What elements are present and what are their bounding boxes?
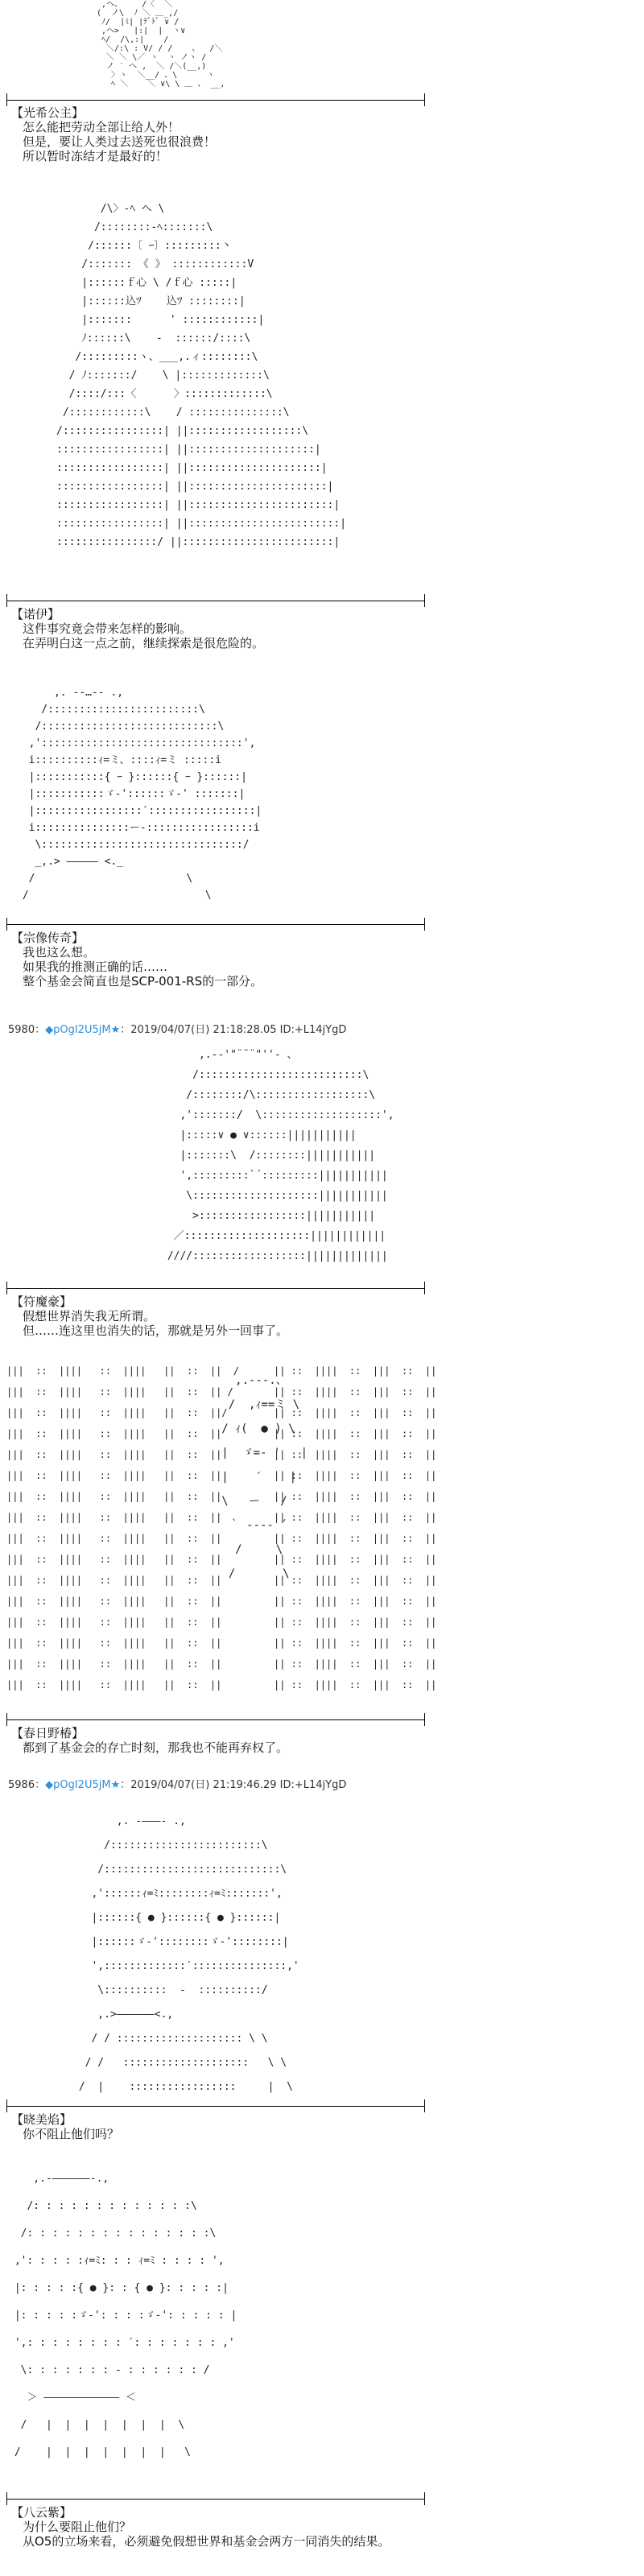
post-header: 5980：◆pOgI2U5jM★：2019/04/07(日) 21:18:28.05 ID:+L14jYgD — [8, 1024, 347, 1036]
ascii-art-character: ,. -―――- ., /::::::::::::::::::::::::\ /::::::::::::::::::::::::::::\ ,'::::::ｨ=ﾐ::::::::ｨ=ﾐ:::::::', |::::::{ ● }::::::{ ● }::::::| |::::::ゞ-'::::::::ゞ-'::::::::| ',:::::::::::::′:::::::::::::::,' \:::::::::: ‐ ::::::::::/ ,.>――――――<., / / :::::::::::::::::::: \ \ / / :::::::::::::::::::: \ \ / | ::::::::::::::::: | \ — [78, 1815, 299, 2093]
speaker-name: 【宗像传奇】 — [11, 931, 85, 945]
dialogue-line: 你不阻止他们吗？ — [23, 2127, 120, 2141]
speech-block — [11, 2112, 446, 2141]
speaker-name: 【诺伊】 — [11, 607, 60, 621]
speech-block — [11, 607, 446, 650]
dialogue-line: 从O5的立场来看，必须避免假想世界和基金会两方一同消失的结果。 — [23, 2534, 390, 2549]
star-icon: ★ — [110, 1024, 121, 1036]
ascii-art-character: ,.-‐'"¨¨¨"''‐ 、 /::::::::::::::::::::::::::\ /::::::::/\::::::::::::::::::\ ,':::::::/ \:::::::::::::::::::', |:::::∨ ● ∨::::::||||||||||| |:::::::\ /::::::::||||||||||| ',:::::::::`´:::::::::||||||||||| \::::::::::::::::::::||||||||||| >:::::::::::::::::||||||||||| ／::::::::::::::::::::|||||||||||| ////::::::::::::::::::||||||||||||| — [167, 1049, 394, 1262]
dialogue-line: 假想世界消失我无所谓。 — [23, 1309, 156, 1323]
speech-block — [11, 1726, 446, 1755]
ascii-art-character: ,.-――――――-., /: : : : : : : : : : : : :\ /: : : : : : : : : : : : : : :\ ,': : : : :ｨ=ﾐ: : : ｨ=ﾐ : : : : ', |: : : : :{ ● }: : { ● }: : : : :| |: : : : :ゞ-': : : :ゞ-': : : : : | ',: : : : : : : : ′: : : : : : : ,' \: : : : : : : ‐ : : : : : : / ＞ ―――――――――――― ＜ / | | | | | | | \ / | | | | | | | \ — [14, 2173, 237, 2458]
speaker-name: 【晓美焰】 — [11, 2112, 72, 2127]
ascii-art-character: ,. -‐…‐- ., /::::::::::::::::::::::::\ /::::::::::::::::::::::::::::\ ,'::::::::::::::::::::::::::::::::', i::::::::::ｨ=ミ、::::ｨ=ミ :::::i |:::::::::::{ ｰ }::::::{ ｰ }::::::| |:::::::::::ゞ-'::::::ゞ-' :::::::| |:::::::::::::::::′:::::::::::::::::| i:::::::::::::::ー-:::::::::::::::::i \::::::::::::::::::::::::::::::::/ _,.> ――――― <._ / \ / \ — [22, 687, 262, 902]
speaker-name: 【符魔豪】 — [11, 1294, 72, 1309]
dialogue-line: 在弄明白这一点之前，继续探索是很危险的。 — [23, 636, 265, 650]
trip-marker-icon: ◆ — [45, 1779, 54, 1791]
trip-marker-icon: ◆ — [45, 1024, 54, 1036]
speech-block — [11, 1294, 446, 1338]
dialogue-line: 为什么要阻止他们？ — [23, 2520, 132, 2534]
dialogue-line: 怎么能把劳动全部让给人外！ — [23, 120, 180, 134]
dialogue-line: 这件事究竟会带来怎样的影响。 — [23, 621, 192, 636]
post-datetime: 2019/04/07(日) 21:19:46.29 ID:+L14jYgD — [130, 1779, 347, 1791]
speaker-name: 【光希公主】 — [11, 105, 85, 120]
dialogue-line: 但是，要让人类过去送死也很浪费！ — [23, 134, 217, 149]
dialogue-line: 整个基金会简直也是SCP-001-RS的一部分。 — [23, 974, 263, 989]
speech-block — [11, 105, 446, 163]
speech-block — [11, 931, 446, 989]
post-number[interactable]: 5980 — [8, 1024, 35, 1036]
divider — [6, 2499, 425, 2500]
post-datetime: 2019/04/07(日) 21:18:28.05 ID:+L14jYgD — [130, 1024, 347, 1036]
post-number[interactable]: 5986 — [8, 1779, 35, 1791]
dialogue-line: 但……连这里也消失的话，那就是另外一回事了。 — [23, 1323, 289, 1338]
poster-trip[interactable]: pOgI2U5jM — [53, 1779, 111, 1791]
dialogue-line: 都到了基金会的存亡时刻，那我也不能再弃权了。 — [23, 1740, 289, 1755]
ascii-art-character: /\〉-ﾍ へ \ /::::::::-ﾍ:::::::\ /::::::〔 ｰ〕:::::::::丶 /::::::: 《 》 ::::::::::::V |::::::ｆ心 \ /ｆ心 :::::| |::::::込ﾂ 込ﾂ ::::::::| |::::::: ' ::::::::::::| ﾉ::::::\ ‐ ::::::/::::\ /:::::::::ヽ、___,.ィ::::::::\ / ﾉ:::::::/ \ |:::::::::::::\ /::::/:::〈 〉:::::::::::::\ /::::::::::::\ / :::::::::::::::\ /::::::::::::::::| ||::::::::::::::::::\ :::::::::::::::::| ||::::::::::::::::::::| :::::::::::::::::| ||:::::::::::::::::::::| :::::::::::::::::| ||::::::::::::::::::::::| :::::::::::::::::| ||:::::::::::::::::::::::| :::::::::::::::::| ||::::::::::::::::::::::::| ::::::::::::::::/ ||::::::::::::::::::::::::| — [56, 203, 347, 548]
divider — [6, 924, 425, 925]
dialogue-line: 我也这么想。 — [23, 945, 96, 960]
speaker-name: 【八云紫】 — [11, 2505, 72, 2520]
post-header: 5986：◆pOgI2U5jM★：2019/04/07(日) 21:19:46.29 ID:+L14jYgD — [8, 1779, 347, 1791]
divider — [6, 1288, 425, 1289]
divider — [6, 2106, 425, 2107]
ascii-art-scene-left: ||| :: |||| :: |||| || :: || / ||| :: |||| :: |||| || :: || / ||| :: |||| :: |||| || :: ||/ ||| :: |||| :: |||| || :: || ||| :: |||| :: |||| || :: || ||| :: |||| :: |||| || :: || ||| :: |||| :: |||| || :: || ||| :: |||| :: |||| || :: || ||| :: |||| :: |||| || :: || ||| :: |||| :: |||| || :: || ||| :: |||| :: |||| || :: || ||| :: |||| :: |||| || :: || ||| :: |||| :: |||| || :: || ||| :: |||| :: |||| || :: || ||| :: |||| :: |||| || :: || ||| :: |||| :: |||| || :: || — [6, 1365, 239, 1690]
speaker-name: 【春日野椿】 — [11, 1726, 85, 1740]
divider — [6, 100, 425, 101]
poster-trip[interactable]: pOgI2U5jM — [53, 1024, 111, 1036]
star-icon: ★ — [110, 1779, 121, 1791]
dialogue-line: 所以暂时冻结才是最好的！ — [23, 149, 168, 163]
speech-block — [11, 2505, 446, 2549]
dialogue-line: 如果我的推测正确的话…… — [23, 960, 168, 974]
ascii-art-scene-character: ,.-‐-.、 / ,ｨ==ミ \ / ｨ( ● ) \ | ゞ=- ' | | ′ | \ ー / ｀ ‐--‐ ´ / \ / \ — [221, 1374, 308, 1580]
ascii-art-top: ,ヘ、 /〈 ＼ ( ノ\ ﾉ ＼ ＿_,/ ﾉ/ |ﾐ| |ﾃﾞﾄﾞ ∨ / ,ヘ> |:| | ヽ∨ ﾍ/ /\,:| / ＼/:\ : V/ / / 、 /＼ ＼ ＼ \／ ヽ ヽ ノヽ / ノ ′ へ , ＼ /＼(__,) 〉ヽ ＼__/ 、\ ヽ ﾍ ＼ ＼ ∨\ \ ＿ 、 __, — [97, 0, 225, 89]
ascii-art-scene-right: || :: |||| :: ||| :: || || :: |||| :: ||| :: || || :: |||| :: ||| :: || || :: |||| :: ||| :: || || :: |||| :: ||| :: || || :: |||| :: ||| :: || || :: |||| :: ||| :: || || :: |||| :: ||| :: || || :: |||| :: ||| :: || || :: |||| :: ||| :: || || :: |||| :: ||| :: || || :: |||| :: ||| :: || || :: |||| :: ||| :: || || :: |||| :: ||| :: || || :: |||| :: ||| :: || || :: |||| :: ||| :: || — [274, 1365, 437, 1690]
divider — [6, 1719, 425, 1720]
